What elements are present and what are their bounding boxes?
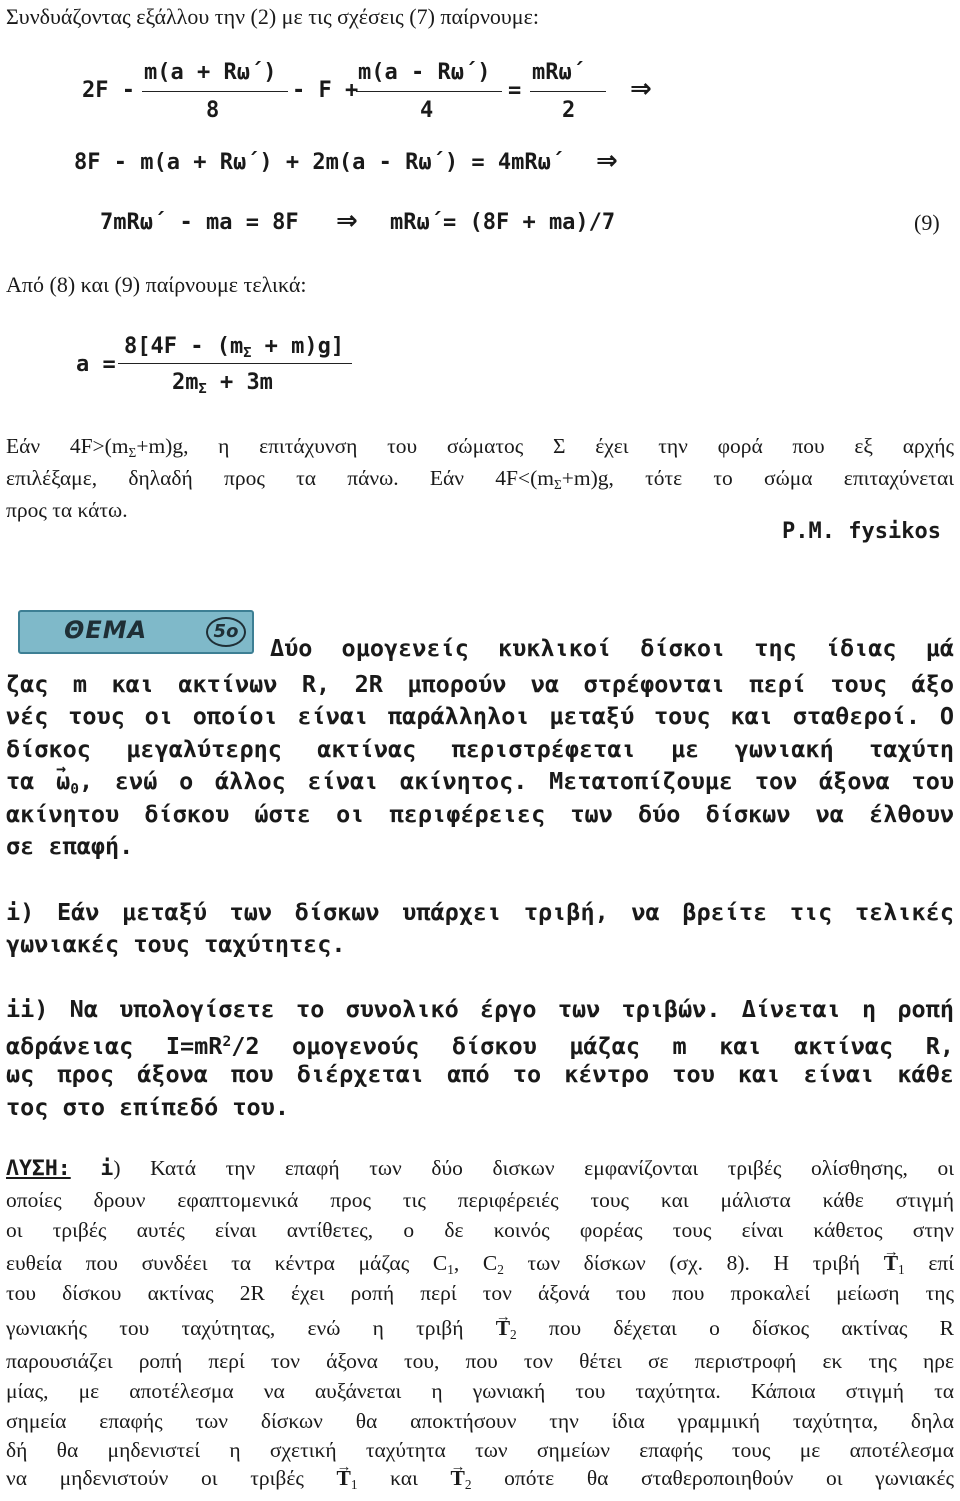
problem-line-7: σε επαφή.: [6, 832, 134, 860]
solution-line-4: ευθεία που συνδέει τα κέντρα μάζας $C_1$, $C_2$ των δίσκων (σχ. 8). Η $\tau\rho\iota\beta ή \to T_1$ επί: [6, 1247, 954, 1286]
eq1-denominator-1: 8: [206, 98, 220, 123]
condition-line-2: επιλέξαμε, δηλαδή προς τα πάνω. Εάν $4F<(m_\Sigma+m)g$, τότε το σώμα επιταχύνεται: [6, 466, 954, 492]
eq3-left: 7mRω΄ - ma = 8F: [100, 210, 299, 235]
theme-badge: [18, 610, 254, 654]
solution-line-5: του δίσκου ακτίνας 2R έχει ροπή περί τον άξονά του που προκαλεί μείωση της: [6, 1281, 954, 1305]
problem-line-5: $\tau\alpha \to \omega_0$, ενώ ο άλλος είναι ακίνητος. Μετατοπίζουμε τον άξονα του: [6, 765, 954, 806]
condition-line-1: Εάν $4F>(m_\Sigma+m)g$, η επιτάχυνση του σώματος Σ έχει την φορά που εξ αρχής: [6, 434, 954, 460]
eq1-fraction-bar-3: [530, 91, 606, 92]
eq1-fraction-bar-2: [356, 91, 502, 92]
eq1-middle: - F +: [292, 78, 359, 103]
signature: P.M. fysikos: [782, 519, 941, 544]
problem-line-3: νές τους οι οποίοι είναι παράλληλοι μεταξύ τους και σταθεροί. Ο: [6, 702, 954, 730]
problem-line-1: Δύο ομογενείς κυκλικοί δίσκοι της ίδιας μά: [270, 634, 954, 662]
eq2-text: 8F - m(a + Rω΄) + 2m(a - Rω΄) = 4mRω΄: [74, 150, 565, 175]
question-ii-line-2: αδράνειας $I=mR^2/2$ ομογενούς δίσκου μάζας m και ακτίνας R,: [6, 1032, 955, 1060]
question-ii-line-3: ως προς άξονα που διέρχεται από το κέντρο του και είναι κάθε: [6, 1060, 954, 1088]
eq1-denominator-3: 2: [562, 98, 576, 123]
solution-line-6: γωνιακής του ταχύτητας, ενώ η $\tau\rho\iota\beta ή \to T_2$ που δέχεται ο δίσκος ακτίνας R: [6, 1312, 954, 1351]
question-ii-line-4: τος στο επίπεδό του.: [6, 1093, 289, 1121]
question-i-line-2: γωνιακές τους ταχύτητες.: [6, 930, 346, 958]
question-ii-line-1: ii) Να υπολογίσετε το συνολικό έργο των τριβών. Δίνεται η ροπή: [6, 995, 954, 1023]
theme-badge-word: ΘΕΜΑ: [64, 616, 148, 644]
problem-line-6: ακίνητου δίσκου ώστε οι περιφέρειες των δύο δίσκων να έλθουν: [6, 800, 954, 828]
solution-line-8: μίας, με αποτέλεσμα να αυξάνεται η γωνιακή του ταχύτητα. Κάποια στιγμή τα: [6, 1379, 954, 1403]
eq4-lhs: a =: [76, 352, 116, 377]
problem-line-2: ζας m και ακτίνων R, 2R μπορούν να στρέφονται περί τους άξο: [6, 670, 954, 698]
eq1-denominator-2: 4: [420, 98, 434, 123]
eq4-denominator: $2m_\Sigma + 3m$: [172, 370, 273, 398]
eq1-numerator-3: mRω΄: [532, 60, 585, 85]
solution-line-9: σημεία επαφής των δίσκων θα αποκτήσουν την ίδια γραμμική ταχύτητα, δηλα: [6, 1409, 954, 1433]
eq1-numerator-2: m(a - Rω΄): [358, 60, 491, 85]
solution-line-3: οι τριβές αυτές είναι αντίθετες, ο δε κοινός φορέας τους είναι κάθετος στην: [6, 1218, 954, 1242]
eq1-numerator-1: m(a + Rω΄): [144, 60, 277, 85]
eq3-right: mRω΄= (8F + ma)/7: [390, 210, 616, 235]
theme-badge-number: 5o: [206, 617, 246, 647]
intro-line: Συνδυάζοντας εξάλλου την (2) με τις σχέσεις (7) παίρνουμε:: [6, 4, 539, 29]
solution-line-1: ΛΥΣΗ: i) Κατά την επαφή των δύο δισκων εμφανίζονται τριβές ολίσθησης, οι: [6, 1156, 954, 1181]
condition-line-3: προς τα κάτω.: [6, 498, 128, 522]
solution-line-11: να μηδενιστούν οι $\tau\rho\iota\beta έ\varsigma \to T_1$ $\kappa\alpha\iota \to T_2$ οπότε θα σταθεροποιηθούν οι γωνιακές: [6, 1462, 954, 1501]
implies-arrow-icon: ⇒: [630, 74, 652, 104]
solution-label: ΛΥΣΗ:: [6, 1156, 71, 1181]
implies-arrow-icon: ⇒: [336, 206, 358, 236]
solution-line-10: δή θα μηδενιστεί η σχετική ταχύτητα των σημείων επαφής τους με αποτέλεσμα: [6, 1438, 954, 1462]
question-i-line-1: i) Εάν μεταξύ των δίσκων υπάρχει τριβή, να βρείτε τις τελικές: [6, 898, 954, 926]
solution-line-7: παρουσιάζει ροπή περί τον άξονα του, που τον θέτει σε περιστροφή εκ της ηρε: [6, 1349, 954, 1373]
eq1-equals: =: [508, 78, 522, 103]
eq4-numerator: $8[4F - (m_\Sigma + m)g]$: [124, 334, 345, 362]
from-8-9-line: Από (8) και (9) παίρνουμε τελικά:: [6, 272, 307, 297]
eq1-lead: 2F -: [82, 78, 135, 103]
problem-line-4: δίσκος μεγαλύτερης ακτίνας περιστρέφεται με γωνιακή ταχύτη: [6, 735, 954, 763]
eq1-fraction-bar-1: [142, 91, 288, 92]
eq3-number: (9): [914, 210, 940, 235]
solution-line-2: οποίες δρουν εφαπτομενικά προς τις περιφέρειές τους και μάλιστα κάθε στιγμή: [6, 1188, 954, 1212]
eq4-fraction-bar: [118, 363, 352, 364]
implies-arrow-icon: ⇒: [596, 146, 618, 176]
